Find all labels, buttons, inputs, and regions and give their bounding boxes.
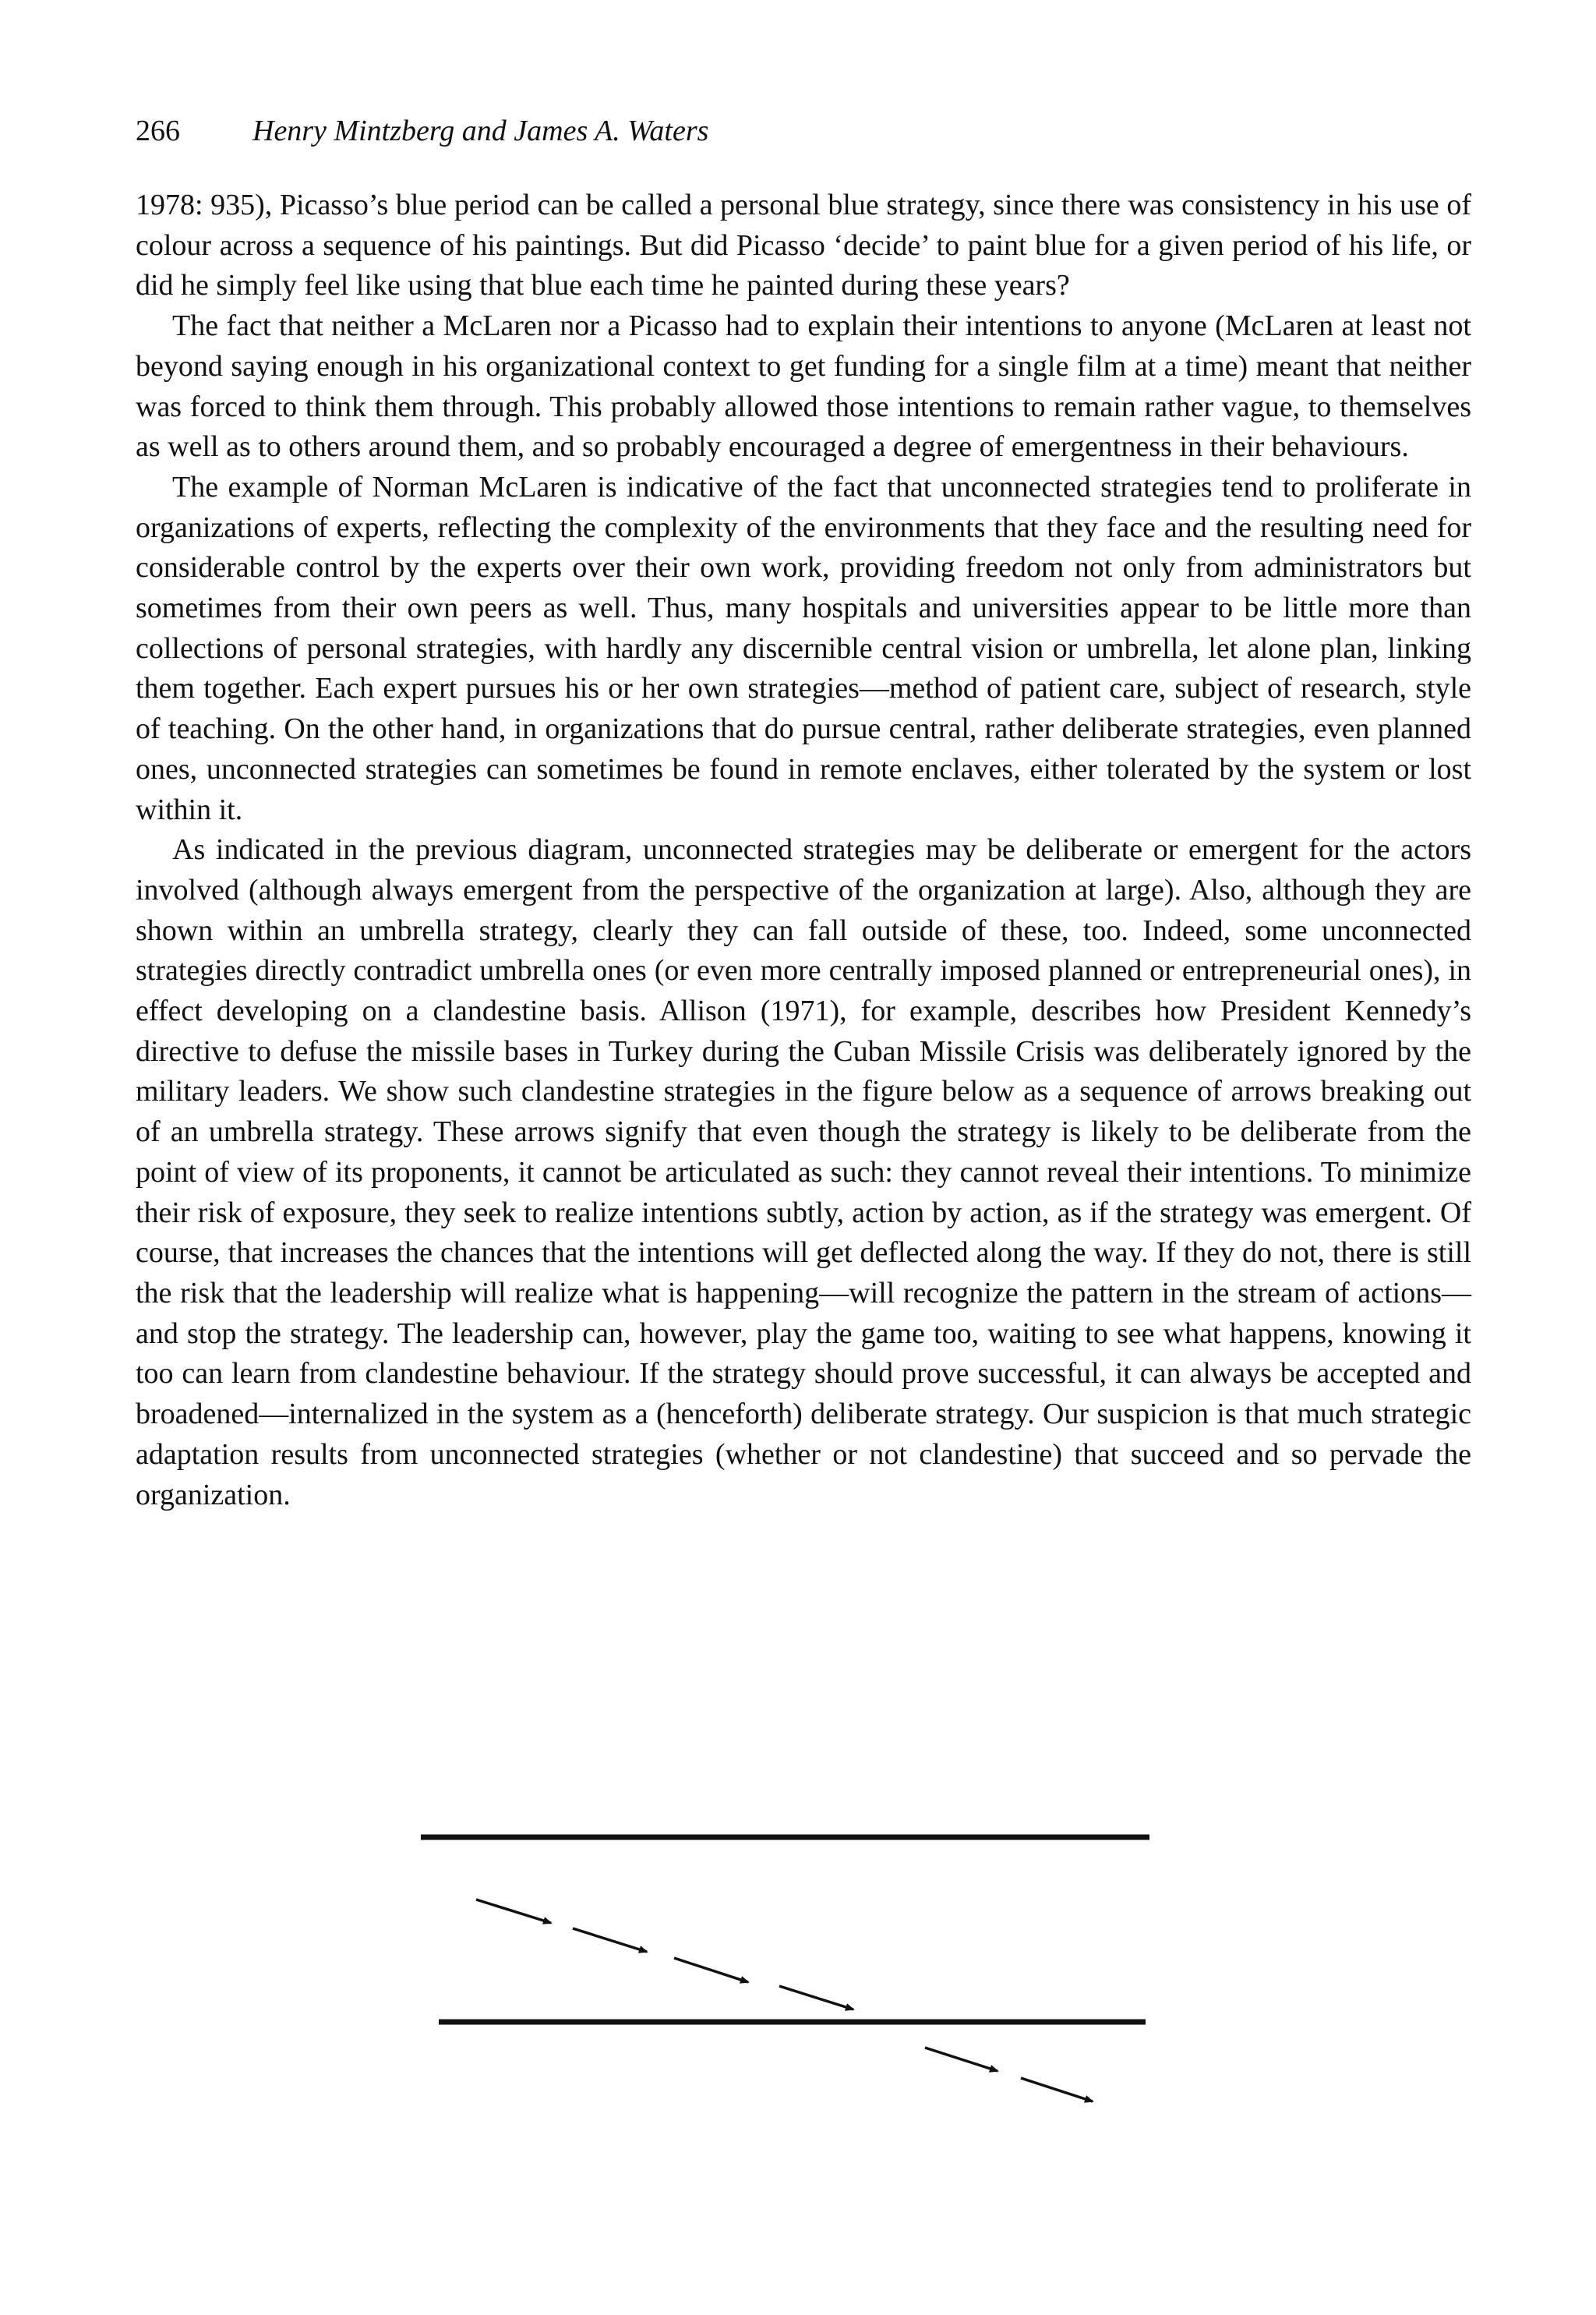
page-number: 266 bbox=[136, 115, 180, 147]
clandestine-strategy-figure bbox=[421, 1816, 1169, 2144]
running-head bbox=[136, 111, 708, 151]
author-names: Henry Mintzberg and James A. Waters bbox=[252, 115, 709, 147]
clandestine-arrow bbox=[573, 1928, 647, 1952]
clandestine-arrow bbox=[925, 2048, 998, 2071]
clandestine-arrow bbox=[674, 1958, 748, 1982]
body-text bbox=[136, 186, 1471, 1515]
clandestine-arrow bbox=[1021, 2078, 1093, 2101]
paragraph: 1978: 935), Picasso’s blue period can be called a personal blue strategy, since there was consistency in his use of colour across a sequence of his paintings. But did Picasso ‘decide’ to paint blue for a given period of his life, or did he simply feel like using that blue each time he painted during these years? bbox=[136, 189, 1471, 302]
clandestine-arrow bbox=[779, 1986, 853, 2009]
paragraph: The fact that neither a McLaren nor a Picasso had to explain their intentions to anyone (McLaren at least not beyond saying enough in his organizational context to get funding for a single film at a time) meant that neither was forced to think them through. This probably allowed those intentions to remain rather vague, to themselves as well as to others around them, and so probably encouraged a degree of emergentness in their behaviours. bbox=[136, 309, 1471, 464]
clandestine-arrow bbox=[476, 1900, 551, 1923]
paragraph: As indicated in the previous diagram, unconnected strategies may be deliberate or emergent for the actors involved (although always emergent from the perspective of the organization at large). Also, although they are shown within an umbrella strategy, clearly they can fall outside of these, too. Indeed, some unconnected strategies directly contradict umbrella ones (or even more centrally imposed planned or entrepreneurial ones), in effect developing on a clandestine basis. Allison (1971), for example, describes how President Kennedy’s directive to defuse the missile bases in Turkey during the Cuban Missile Crisis was deliberately ignored by the military leaders. We show such clandestine strategies in the figure below as a sequence of arrows breaking out of an umbrella strategy. These arrows signify that even though the strategy is likely to be deliberate from the point of view of its proponents, it cannot be articulated as such: they cannot reveal their intentions. To minimize their risk of exposure, they seek to realize intentions subtly, action by action, as if the strategy was emergent. Of course, that increases the chances that the intentions will get deflected along the way. If they do not, there is still the risk that the leadership will realize what is happening—will recognize the pattern in the stream of actions—and stop the strategy. The leadership can, however, play the game too, waiting to see what happens, knowing it too can learn from clandestine behaviour. If the strategy should prove successful, it can always be accepted and broadened—internalized in the system as a (henceforth) deliberate strategy. Our suspicion is that much strategic adaptation results from unconnected strategies (whether or not clandestine) that succeed and so pervade the organization. bbox=[136, 833, 1471, 1511]
paragraph: The example of Norman McLaren is indicative of the fact that unconnected strategies tend to proliferate in organizations of experts, reflecting the complexity of the environments that they face and the resulting need for considerable control by the experts over their own work, providing freedom not only from administrators but sometimes from their own peers as well. Thus, many hospitals and universities appear to be little more than collections of personal strategies, with hardly any discernible central vision or umbrella, let alone plan, linking them together. Each expert pursues his or her own strategies—method of patient care, subject of research, style of teaching. On the other hand, in organizations that do pursue central, rather deliberate strategies, even planned ones, unconnected strategies can sometimes be found in remote enclaves, either tolerated by the system or lost within it. bbox=[136, 470, 1471, 826]
